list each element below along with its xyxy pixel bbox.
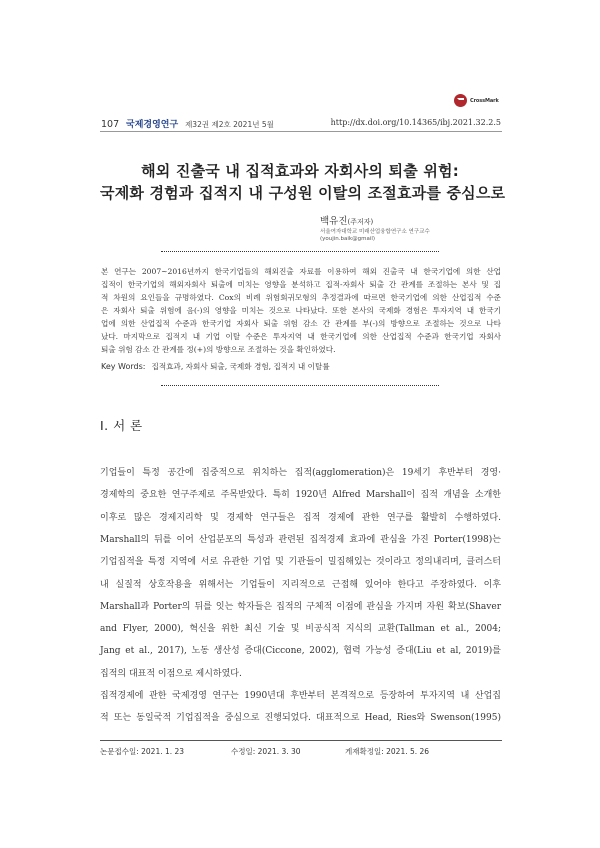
keywords-text: 집적효과, 자회사 퇴출, 국제화 경험, 집적지 내 이탈률: [151, 362, 330, 371]
author-email: (youjin.baik@gmail): [320, 236, 376, 242]
paper-title-line-2: 국제화 경험과 집적지 내 구성원 이탈의 조절효과를 중심으로: [100, 184, 506, 202]
keywords: [101, 361, 330, 372]
body-line: and Flyer, 2000), 혁신을 위한 최신 기술 및 비공식적 지식의 교환(Tallman et al., 2004;: [100, 624, 501, 634]
body-line: Marshall의 뒤를 이어 산업분포의 특성과 관련된 집적경제 효과에 관심을 가진 Porter(1998)는: [100, 535, 501, 545]
abstract-bottom-divider: [161, 385, 439, 386]
abstract-line: 집적이 한국기업의 해외자회사 퇴출에 미치는 영향을 분석하고 집적-자회사 퇴출 간 관계를 조절하는 본사 및 집: [101, 280, 501, 289]
paper-title-line-1: 해외 진출국 내 집적효과와 자회사의 퇴출 위험:: [141, 162, 459, 180]
body-line: 적 또는 동일국적 기업집적을 중심으로 진행되었다. 대표적으로 Head, Ries와 Swenson(1995): [100, 713, 501, 723]
abstract-line: 업에 의한 산업집적 수준과 한국기업 자회사 퇴출 위험 감소 간 관계를 부(-)의 방향으로 조절하는 것으로 나타: [101, 319, 501, 328]
body-line: Marshall과 Porter의 뒤를 잇는 학자들은 집적의 구체적 이점에 관심을 가지며 자원 확보(Shaver: [100, 602, 501, 612]
running-header: [101, 117, 274, 130]
abstract-line: 은 자회사 퇴출 위험에 음(-)의 영향을 미치는 것으로 나타났다. 또한 본사의 국제화 경험은 투자지역 내 한국기: [101, 306, 501, 315]
abstract-line: 적 차원의 요인들을 규명하였다. Cox의 비례 위험회귀모형의 추정결과에 따르면 한국기업에 의한 산업집적 수준: [101, 293, 501, 302]
journal-name: 국제경영연구: [126, 120, 179, 130]
doi-link[interactable]: http://dx.doi.org/10.14365/ibj.2021.32.2.5: [330, 118, 501, 127]
body-line: 이후로 많은 경제지리학 및 경제학 연구들은 집적 경제에 관한 연구를 활발히 수행하였다.: [100, 513, 501, 523]
abstract-line: 본 연구는 2007~2016년까지 한국기업들의 해외진출 자료를 이용하여 해외 진출국 내 한국기업에 의한 산업: [101, 267, 501, 276]
crossmark-label: CrossMark: [470, 97, 499, 104]
body-line: Jang et al., 2017), 노동 생산성 증대(Ciccone, 2002), 협력 가능성 증대(Liu et al, 2019)를: [100, 646, 501, 656]
body-line: 집적의 대표적 이점으로 제시하였다.: [100, 669, 242, 679]
received-date: 논문접수일: 2021. 1. 23: [100, 747, 185, 756]
author-name: 백유진: [320, 216, 348, 227]
keywords-label: Key Words:: [101, 362, 146, 371]
revised-date: 수정일: 2021. 3. 30: [231, 747, 301, 756]
author: [320, 213, 373, 227]
body-line: 경제학의 중요한 연구주제로 주목받았다. 특히 1920년 Alfred Marshall이 집적 개념을 소개한: [100, 490, 501, 500]
body-line: 내 실질적 상호작용을 위해서는 기업들이 지리적으로 근접해 있어야 한다고 주장하였다. 이후: [100, 580, 501, 590]
page-number: 107: [101, 119, 120, 130]
footer-divider: [100, 740, 502, 741]
body-line: 기업집적을 특정 지역에 서로 유관한 기업 및 기관들이 밀집해있는 것이라고 정의내리며, 클러스터: [100, 557, 501, 567]
crossmark-badge[interactable]: [454, 94, 499, 107]
abstract-line: 퇴출 위험 감소 간 관계를 정(+)의 방향으로 조절하는 것을 확인하였다.: [101, 345, 336, 354]
author-role: (주저자): [347, 218, 374, 226]
section-heading: Ⅰ. 서 론: [100, 418, 143, 433]
body-line: 기업들이 특정 공간에 집중적으로 위치하는 집적(agglomeration)은 19세기 후반부터 경영·: [100, 468, 501, 478]
abstract-top-divider: [161, 251, 439, 252]
volume-info: 제32권 제2호 2021년 5월: [185, 120, 274, 129]
body-line: 집적경제에 관한 국제경영 연구는 1990년대 후반부터 본격적으로 등장하여 투자지역 내 산업집: [100, 691, 501, 701]
crossmark-icon: [454, 94, 467, 107]
author-affiliation: 서울여자대학교 미래산업융합연구소 연구교수: [320, 229, 430, 235]
accepted-date: 게재확정일: 2021. 5. 26: [345, 747, 430, 756]
header-divider: [100, 131, 502, 132]
abstract-line: 났다. 마지막으로 집적지 내 기업 이탈 수준은 투자지역 내 한국기업에 의한 산업집적 수준과 한국기업 자회사: [101, 332, 501, 341]
